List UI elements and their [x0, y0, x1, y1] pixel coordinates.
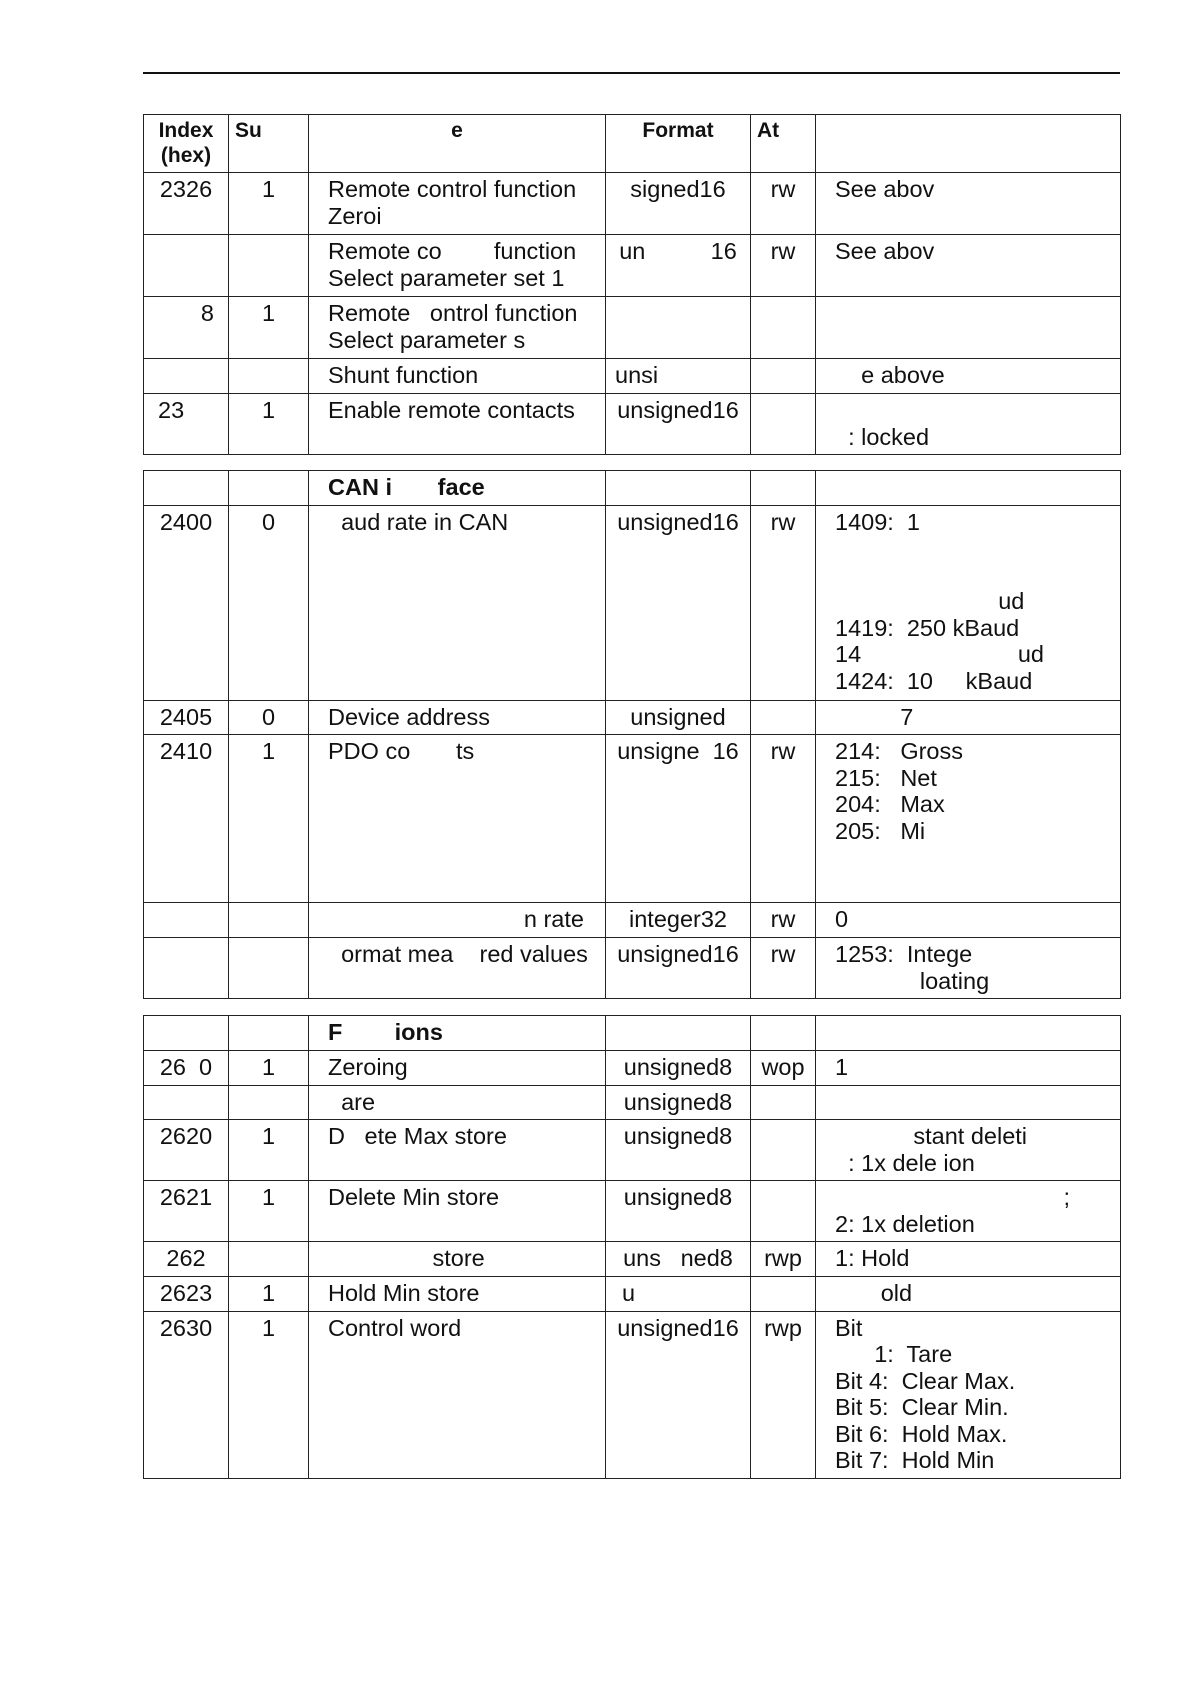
cell-description: Bit 1: Tare Bit 4: Clear Max. Bit 5: Clear Min. Bit 6: Hold Max. Bit 7: Hold Min — [816, 1311, 1121, 1478]
cell-subindex — [229, 1085, 309, 1120]
cell-format: uns ned8 — [606, 1242, 751, 1277]
parameter-table-can-interface — [143, 470, 1121, 999]
cell-attribute: rwp — [751, 1242, 816, 1277]
cell-subindex — [229, 359, 309, 394]
cell-subindex: 1 — [229, 394, 309, 455]
cell-description: old — [816, 1276, 1121, 1311]
cell-index: 2400 — [144, 505, 229, 700]
cell-attribute — [751, 1181, 816, 1242]
header-name: e — [309, 115, 606, 173]
empty-cell — [606, 1016, 751, 1051]
cell-name: ormat mea red values — [309, 938, 606, 999]
cell-format: unsigned8 — [606, 1181, 751, 1242]
cell-name: D ete Max store — [309, 1120, 606, 1181]
cell-name: Zeroing — [309, 1050, 606, 1085]
cell-attribute: wop — [751, 1050, 816, 1085]
cell-subindex: 1 — [229, 173, 309, 235]
cell-format: integer32 — [606, 903, 751, 938]
empty-cell — [144, 471, 229, 506]
cell-name: Delete Min store — [309, 1181, 606, 1242]
cell-index: 26 0 — [144, 1050, 229, 1085]
cell-subindex — [229, 938, 309, 999]
table-row — [144, 1242, 1121, 1277]
header-attribute: At — [751, 115, 816, 173]
empty-cell — [144, 1016, 229, 1051]
cell-description: 1409: 1 ud 1419: 250 kBaud 14 ud 1424: 10 kBaud — [816, 505, 1121, 700]
cell-format: unsigned — [606, 700, 751, 735]
cell-index: 262 — [144, 1242, 229, 1277]
cell-description: : locked — [816, 394, 1121, 455]
cell-index — [144, 359, 229, 394]
table-row — [144, 1120, 1121, 1181]
cell-description: stant deleti : 1x dele ion — [816, 1120, 1121, 1181]
cell-description: 1: Hold — [816, 1242, 1121, 1277]
cell-attribute — [751, 297, 816, 359]
cell-subindex — [229, 1242, 309, 1277]
cell-subindex: 1 — [229, 1181, 309, 1242]
section-header-row — [144, 1016, 1121, 1051]
cell-index: 2621 — [144, 1181, 229, 1242]
cell-description: 1253: Intege loating — [816, 938, 1121, 999]
section-title: F ions — [309, 1016, 606, 1051]
section-title: CAN i face — [309, 471, 606, 506]
cell-format: u — [606, 1276, 751, 1311]
empty-cell — [229, 1016, 309, 1051]
empty-cell — [751, 471, 816, 506]
cell-name: n rate — [309, 903, 606, 938]
table-header-row — [144, 115, 1121, 173]
table-row — [144, 173, 1121, 235]
table-row — [144, 938, 1121, 999]
table-row — [144, 1181, 1121, 1242]
cell-description: 0 — [816, 903, 1121, 938]
cell-attribute: rwp — [751, 1311, 816, 1478]
cell-index: 2630 — [144, 1311, 229, 1478]
cell-attribute: rw — [751, 505, 816, 700]
cell-attribute — [751, 1120, 816, 1181]
cell-index — [144, 1085, 229, 1120]
cell-attribute: rw — [751, 735, 816, 903]
cell-name: Device address — [309, 700, 606, 735]
table-row — [144, 297, 1121, 359]
cell-subindex: 0 — [229, 505, 309, 700]
cell-index: 8 — [144, 297, 229, 359]
table-row — [144, 394, 1121, 455]
cell-index: 2620 — [144, 1120, 229, 1181]
cell-format: un 16 — [606, 235, 751, 297]
cell-description: 7 — [816, 700, 1121, 735]
cell-description — [816, 297, 1121, 359]
table-row — [144, 505, 1121, 700]
cell-index: 2410 — [144, 735, 229, 903]
cell-subindex — [229, 235, 309, 297]
cell-format: unsigned16 — [606, 938, 751, 999]
cell-name: Control word — [309, 1311, 606, 1478]
cell-format — [606, 297, 751, 359]
cell-name: aud rate in CAN — [309, 505, 606, 700]
cell-description: See abov — [816, 235, 1121, 297]
cell-index — [144, 903, 229, 938]
cell-name: Remote co function Select parameter set 1 — [309, 235, 606, 297]
header-subindex: Su — [229, 115, 309, 173]
cell-subindex: 1 — [229, 1120, 309, 1181]
cell-format: unsigned8 — [606, 1120, 751, 1181]
cell-description: See abov — [816, 173, 1121, 235]
cell-format: unsigned16 — [606, 394, 751, 455]
cell-name: are — [309, 1085, 606, 1120]
header-format: Format — [606, 115, 751, 173]
cell-subindex: 1 — [229, 1276, 309, 1311]
cell-subindex: 0 — [229, 700, 309, 735]
cell-attribute — [751, 394, 816, 455]
header-description — [816, 115, 1121, 173]
cell-name: Shunt function — [309, 359, 606, 394]
cell-name: Remote ontrol function Select parameter s — [309, 297, 606, 359]
table-row — [144, 735, 1121, 903]
cell-format: unsigned16 — [606, 505, 751, 700]
empty-cell — [816, 471, 1121, 506]
cell-attribute — [751, 359, 816, 394]
cell-format: unsi — [606, 359, 751, 394]
table-row — [144, 903, 1121, 938]
table-row — [144, 359, 1121, 394]
cell-format: unsigned16 — [606, 1311, 751, 1478]
cell-attribute: rw — [751, 173, 816, 235]
empty-cell — [751, 1016, 816, 1051]
table-row — [144, 1276, 1121, 1311]
table-row — [144, 700, 1121, 735]
cell-format: unsigned8 — [606, 1085, 751, 1120]
table-row — [144, 1085, 1121, 1120]
cell-description — [816, 1085, 1121, 1120]
cell-name: Enable remote contacts — [309, 394, 606, 455]
cell-attribute: rw — [751, 903, 816, 938]
cell-name: Hold Min store — [309, 1276, 606, 1311]
section-header-row — [144, 471, 1121, 506]
cell-attribute — [751, 1085, 816, 1120]
cell-subindex — [229, 903, 309, 938]
empty-cell — [229, 471, 309, 506]
cell-description: ; 2: 1x deletion — [816, 1181, 1121, 1242]
cell-attribute: rw — [751, 235, 816, 297]
cell-format: signed16 — [606, 173, 751, 235]
header-rule — [143, 72, 1120, 74]
table-row — [144, 1311, 1121, 1478]
empty-cell — [816, 1016, 1121, 1051]
cell-attribute: rw — [751, 938, 816, 999]
cell-index — [144, 235, 229, 297]
parameter-table-remote-control — [143, 114, 1121, 455]
cell-format: unsigned8 — [606, 1050, 751, 1085]
cell-attribute — [751, 1276, 816, 1311]
cell-index: 23 — [144, 394, 229, 455]
cell-name: Remote control function Zeroi — [309, 173, 606, 235]
table-row — [144, 1050, 1121, 1085]
cell-description: e above — [816, 359, 1121, 394]
cell-subindex: 1 — [229, 1311, 309, 1478]
cell-subindex: 1 — [229, 1050, 309, 1085]
cell-description: 1 — [816, 1050, 1121, 1085]
parameter-table-functions — [143, 1015, 1121, 1479]
cell-index: 2623 — [144, 1276, 229, 1311]
empty-cell — [606, 471, 751, 506]
cell-attribute — [751, 700, 816, 735]
cell-subindex: 1 — [229, 297, 309, 359]
cell-index — [144, 938, 229, 999]
header-index: Index (hex) — [144, 115, 229, 173]
cell-name: PDO co ts — [309, 735, 606, 903]
cell-description: 214: Gross 215: Net 204: Max 205: Mi — [816, 735, 1121, 903]
cell-index: 2405 — [144, 700, 229, 735]
cell-format: unsigne 16 — [606, 735, 751, 903]
cell-index: 2326 — [144, 173, 229, 235]
cell-name: store — [309, 1242, 606, 1277]
table-row — [144, 235, 1121, 297]
cell-subindex: 1 — [229, 735, 309, 903]
